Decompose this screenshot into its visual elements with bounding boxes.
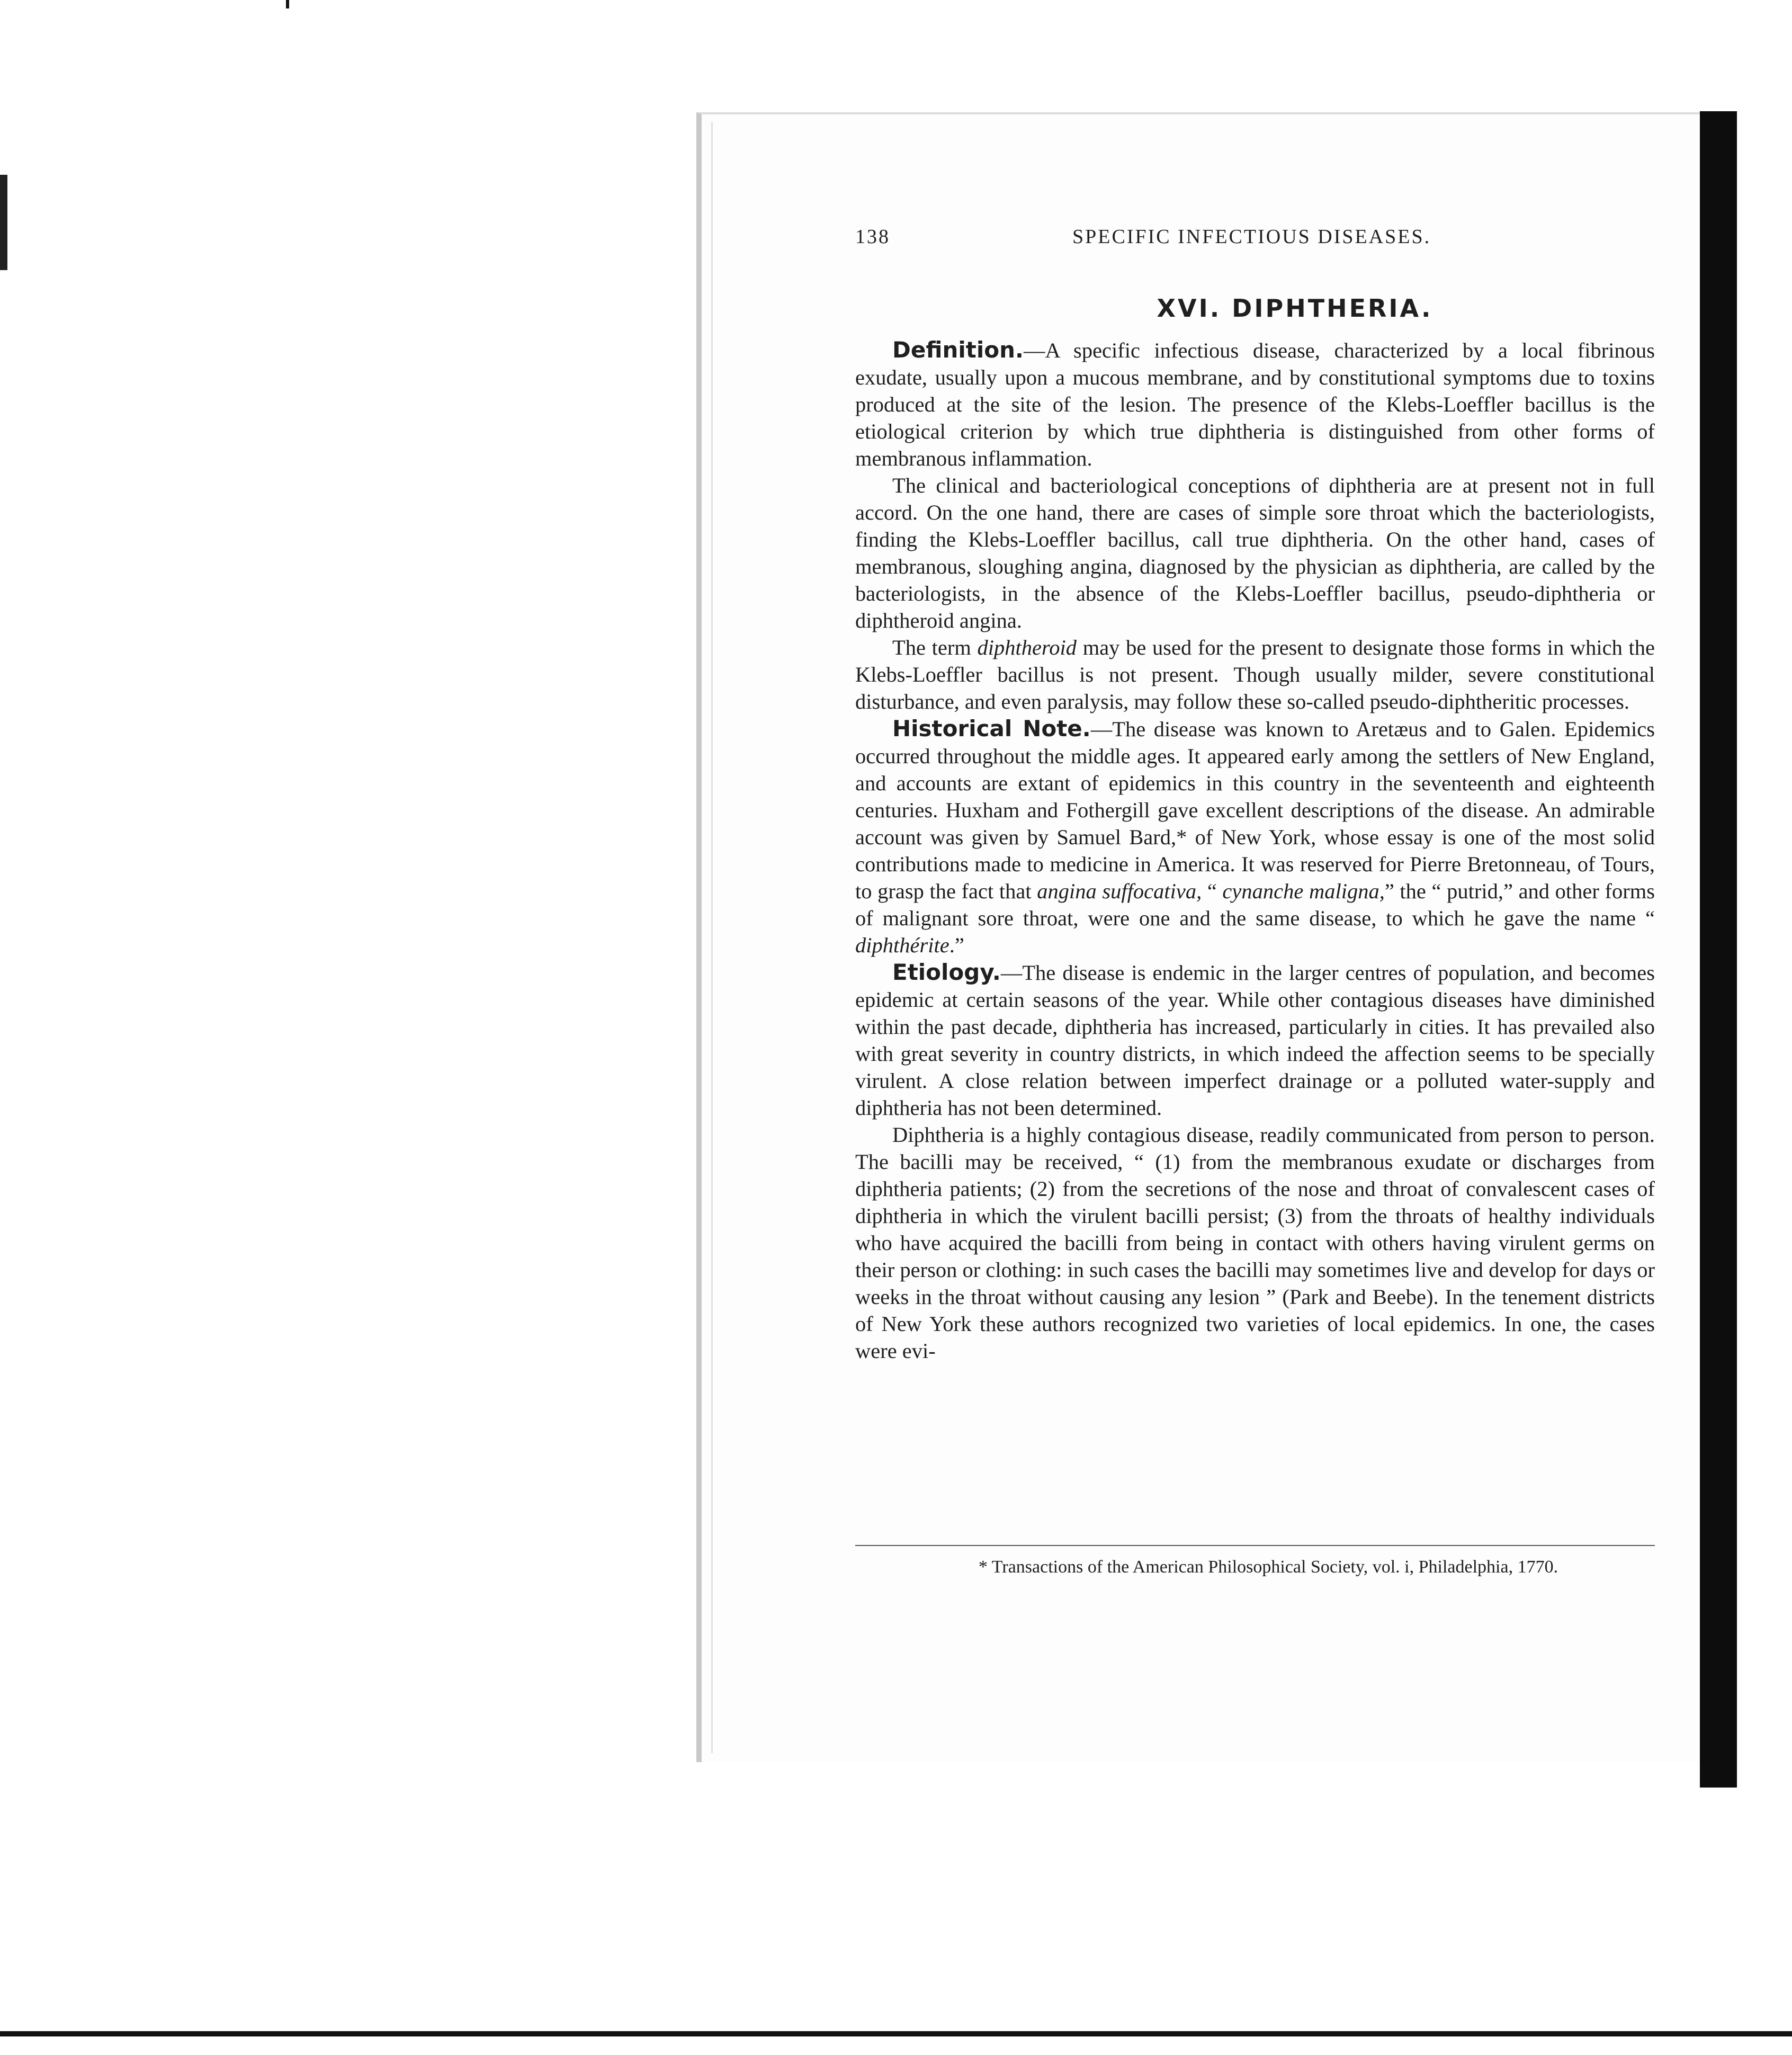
diphtheroid-text-b: may be used for the present to designate those forms in which the Klebs-Loeffler bacillus is not present. Though usually milder, severe constitutional disturbance, and even paralysis, may follow these so-called pseudo-diphtheritic processes. (855, 636, 1655, 713)
historical-heading: Historical Note. (892, 716, 1091, 741)
historical-paragraph (855, 715, 1655, 959)
definition-paragraph (855, 336, 1655, 472)
page-number: 138 (855, 226, 890, 248)
definition-text: —A specific infectious disease, characterized by a local fibrinous exudate, usually upon a mucous membrane, and by constitutional symptoms due to toxins produced at the site of the lesion. The presence of the Klebs-Loeffler bacillus is the etiological criterion by which true diphtheria is distinguished from other forms of membranous inflammation. (855, 338, 1655, 470)
historical-text-a: —The disease was known to Aretæus and to Galen. Epidemics occurred throughout the middle ages. It appeared early among the settlers of New England, and accounts are extant of epidemics in this country in the seventeenth and eighteenth centuries. Huxham and Fothergill gave excellent descriptions of the disease. An admirable account was given by Samuel Bard,* of New York, whose essay is one of the most solid contributions made to medicine in America. It was reserved for Pierre Bretonneau, of Tours, to grasp the fact that (855, 717, 1655, 903)
footnote-rule (855, 1545, 1655, 1546)
page-right-edge-shadow (1700, 111, 1737, 1788)
body-text (855, 336, 1655, 1364)
page-gutter-line (711, 122, 713, 1753)
diphtheroid-paragraph (855, 634, 1655, 715)
scan-mark-left (0, 175, 7, 270)
page-corner-shadow (1718, 1761, 1737, 1788)
historical-italic-1: angina suffocativa, (1037, 879, 1202, 903)
footnote: * Transactions of the American Philosophical Society, vol. i, Philadelphia, 1770. (978, 1557, 1558, 1577)
historical-text-d: .” (949, 933, 964, 957)
running-head: SPECIFIC INFECTIOUS DISEASES. (1072, 226, 1431, 248)
etiology-text: —The disease is endemic in the larger centres of population, and becomes epidemic at certain seasons of the year. While other contagious diseases have diminished within the past decade, diphtheria has increased, particularly in cities. It has prevailed also with great severity in country districts, in which indeed the affection seems to be specially virulent. A close relation between imperfect drainage or a polluted water-supply and diphtheria has not been determined. (855, 961, 1655, 1120)
historical-text-b: “ (1202, 879, 1223, 903)
historical-text-c: ” the “ putrid,” and other forms of malignant sore throat, were one and the same disease, to which he gave the name “ (855, 879, 1655, 930)
historical-italic-2: cynanche maligna, (1222, 879, 1385, 903)
chapter-title: XVI. DIPHTHERIA. (1157, 294, 1433, 323)
diphtheroid-term: diphtheroid (977, 636, 1077, 659)
clinical-paragraph: The clinical and bacteriological conceptions of diphtheria are at present not in full accord. On the one hand, there are cases of simple sore throat which the bacteriologists, finding the Klebs-Loeffler bacillus, call true diphtheria. On the other hand, cases of membranous, sloughing angina, diagnosed by the physician as diphtheria, are called by the bacteriologists, in the absence of the Klebs-Loeffler bacillus, pseudo-diphtheria or diphtheroid angina. (855, 473, 1655, 632)
scan-mark-top (286, 0, 289, 8)
historical-italic-3: diphthérite (855, 933, 949, 957)
contagion-paragraph: Diphtheria is a highly contagious disease, readily communicated from person to person. The bacilli may be received, “ (1) from the membranous exudate or discharges from diphtheria patients; (2) from the secretions of the nose and throat of convalescent cases of diphtheria in which the virulent bacilli persist; (3) from the throats of healthy individuals who have acquired the bacilli from being in contact with others having virulent germs on their person or clothing: in such cases the bacilli may sometimes live and develop for days or weeks in the throat without causing any lesion ” (Park and Beebe). In the tenement districts of New York these authors recognized two varieties of local epidemics. In one, the cases were evi- (855, 1123, 1655, 1363)
scan-bottom-edge (0, 2031, 1792, 2036)
definition-heading: Definition. (892, 337, 1024, 363)
etiology-heading: Etiology. (892, 959, 1001, 985)
diphtheroid-text-a: The term (892, 636, 978, 659)
etiology-paragraph (855, 959, 1655, 1121)
